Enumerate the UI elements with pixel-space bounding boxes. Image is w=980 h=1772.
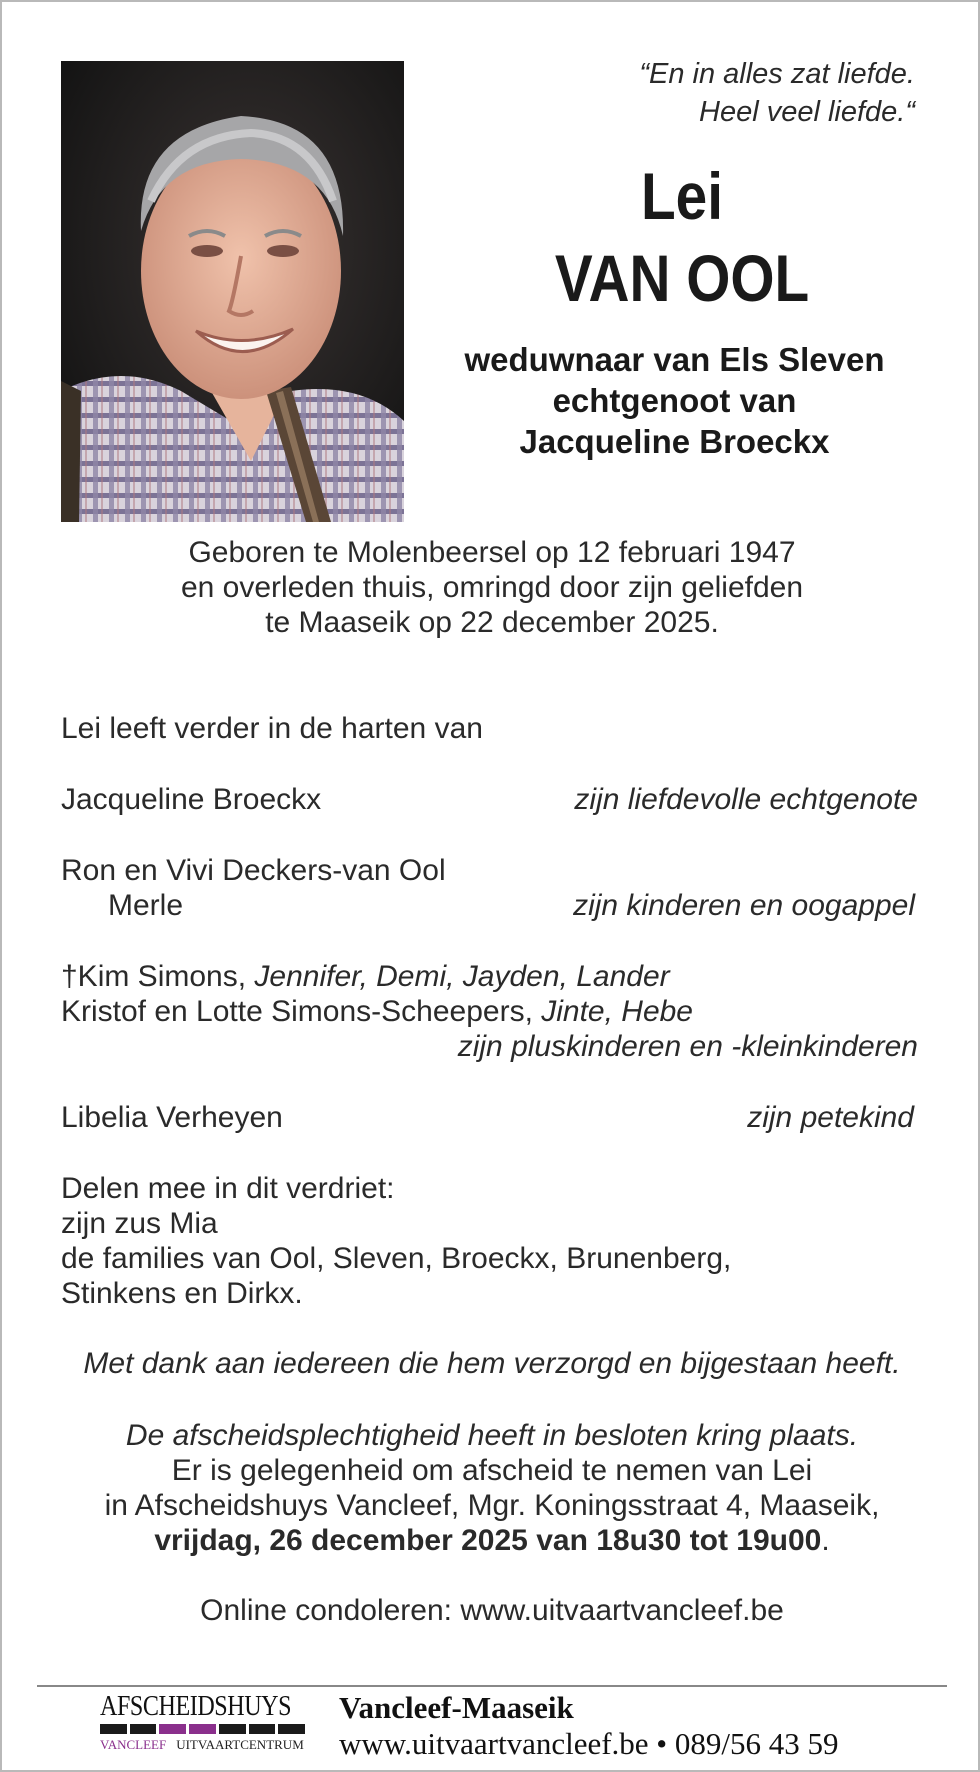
quote	[639, 55, 915, 131]
relation-line-2: echtgenoot van	[552, 382, 797, 419]
logo-subtitle	[100, 1737, 308, 1752]
logo-vancleef: VANCLEEF	[100, 1737, 167, 1752]
footer-contact	[339, 1690, 839, 1762]
company-name: Vancleef-Maaseik	[339, 1690, 574, 1725]
portrait-illustration	[61, 61, 404, 522]
ceremony-date-line	[42, 1523, 942, 1558]
company-contact: www.uitvaartvancleef.be • 089/56 43 59	[339, 1726, 839, 1761]
children-line-1: Ron en Vivi Deckers-van Ool	[61, 854, 446, 887]
thanks: Met dank aan iedereen die hem verzorgd en bijgestaan heeft.	[83, 1347, 901, 1380]
ceremony-line-2: Er is gelegenheid om afscheid te nemen van Lei	[171, 1454, 813, 1487]
survivors-intro: Lei leeft verder in de harten van	[61, 712, 483, 745]
logo-bars	[100, 1724, 308, 1734]
online-condolences: Online condoleren: www.uitvaartvancleef.be	[200, 1594, 784, 1627]
footer-divider	[37, 1685, 947, 1687]
children-line-2: Merle	[108, 889, 184, 922]
quote-line-2: Heel veel liefde.“	[699, 96, 915, 128]
relations-block	[432, 339, 917, 462]
ceremony-date-end: .	[821, 1524, 830, 1557]
birth-line-2: en overleden thuis, omringd door zijn geliefden	[180, 571, 804, 604]
first-name: Lei	[640, 159, 723, 233]
logo-uitvaartcentrum: UITVAARTCENTRUM	[176, 1737, 304, 1752]
stepchildren-line-2	[61, 994, 921, 1029]
ceremony-date: vrijdag, 26 december 2025 van 18u30 tot 19u00	[154, 1524, 822, 1557]
portrait-photo	[61, 61, 404, 522]
ceremony-block	[42, 1418, 942, 1558]
quote-line-1: “En in alles zat liefde.	[639, 58, 915, 90]
stepgrandchildren-kim: Jennifer, Demi, Jayden, Lander	[254, 960, 670, 993]
godchild-name: Libelia Verheyen	[61, 1101, 283, 1134]
birth-line-3: te Maaseik op 22 december 2025.	[265, 606, 719, 639]
ceremony-line-1: De afscheidsplechtigheid heeft in besloten kring plaats.	[125, 1419, 859, 1452]
ceremony-line-3: in Afscheidshuys Vancleef, Mgr. Koningsstraat 4, Maaseik,	[104, 1489, 880, 1522]
last-name: VAN OOL	[554, 241, 810, 315]
sharing-line-3: de families van Ool, Sleven, Broeckx, Brunenberg,	[61, 1242, 732, 1275]
logo-title: AFSCHEIDSHUYS	[100, 1691, 292, 1722]
sharing-line-2: zijn zus Mia	[61, 1207, 218, 1240]
sharing-line-1: Delen mee in dit verdriet:	[61, 1172, 395, 1205]
stepchild-kristof: Kristof en Lotte Simons-Scheepers,	[61, 995, 542, 1028]
stepchildren-role: zijn pluskinderen en -kleinkinderen	[457, 1030, 918, 1063]
children-role: zijn kinderen en oogappel	[573, 889, 915, 922]
sharing-line-4: Stinkens en Dirkx.	[61, 1277, 303, 1310]
birth-line-1: Geboren te Molenbeersel op 12 februari 1947	[188, 536, 796, 569]
stepgrandchildren-kristof: Jinte, Hebe	[541, 995, 693, 1028]
stepchildren-line-1	[61, 959, 921, 994]
godchild-role: zijn petekind	[747, 1101, 914, 1134]
afscheidshuys-logo	[100, 1692, 308, 1752]
spouse-role: zijn liefdevolle echtgenote	[574, 783, 918, 816]
birth-block	[42, 535, 942, 640]
relation-line-3: Jacqueline Broeckx	[519, 423, 830, 460]
spouse-name: Jacqueline Broeckx	[61, 783, 322, 816]
relation-line-1: weduwnaar van Els Sleven	[464, 341, 885, 378]
stepchild-kim: †Kim Simons,	[61, 960, 255, 993]
